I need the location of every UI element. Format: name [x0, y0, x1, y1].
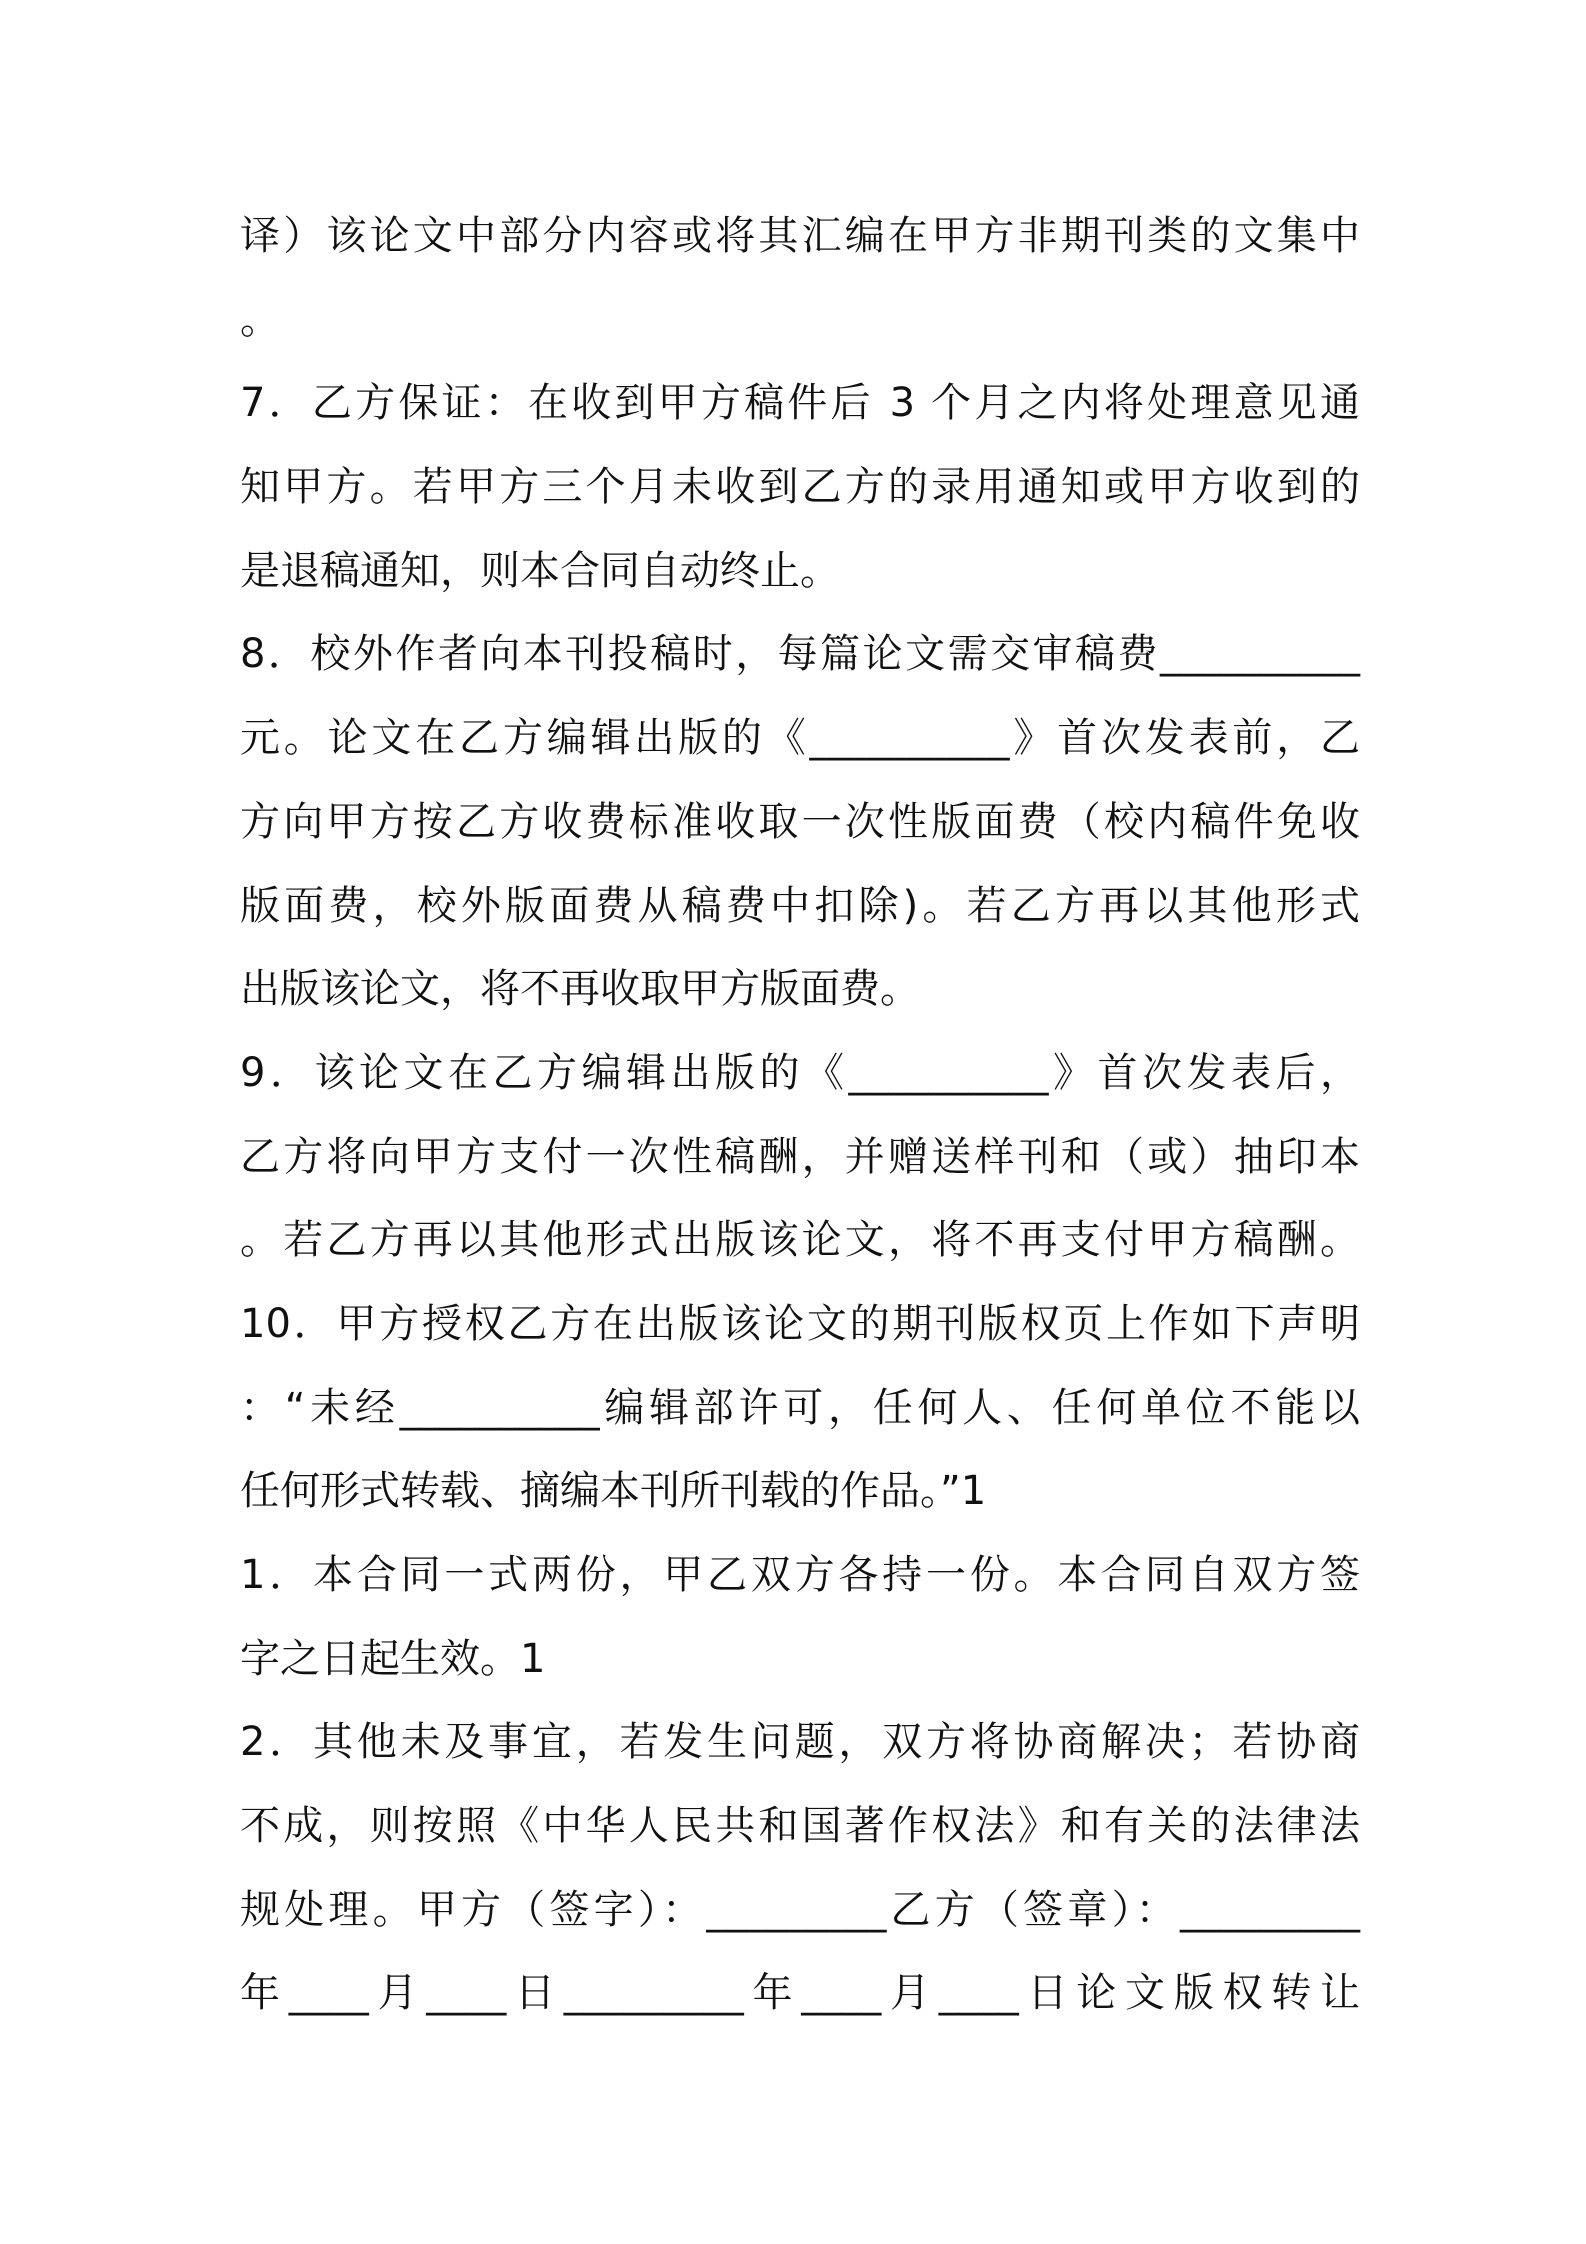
- text-line: 出版该论文，将不再收取甲方版面费。: [240, 966, 920, 1013]
- text-line: 2．其他未及事宜，若发生问题，双方将协商解决；若协商: [240, 1719, 1360, 1766]
- text-line: 不成，则按照《中华人民共和国著作权法》和有关的法律法: [240, 1803, 1360, 1850]
- contract-text: [240, 195, 1360, 2036]
- text-line: 知甲方。若甲方三个月未收到乙方的录用通知或甲方收到的: [240, 464, 1360, 511]
- text-line: 年____月____日_________年____月____日论文版权转让: [240, 1970, 1360, 2017]
- text-line: 。若乙方再以其他形式出版该论文，将不再支付甲方稿酬。: [240, 1217, 1360, 1264]
- text-line: 任何形式转载、摘编本刊所刊载的作品。”1: [240, 1468, 987, 1515]
- text-line: 。: [240, 296, 280, 343]
- text-line: ：“未经__________编辑部许可，任何人、任何单位不能以: [240, 1384, 1360, 1431]
- text-line: 1．本合同一式两份，甲乙双方各持一份。本合同自双方签: [240, 1552, 1360, 1598]
- text-line: 版面费，校外版面费从稿费中扣除)。若乙方再以其他形式: [240, 882, 1360, 929]
- text-line: 字之日起生效。1: [240, 1635, 546, 1682]
- text-line: 9．该论文在乙方编辑出版的《__________》首次发表后，: [240, 1049, 1360, 1096]
- text-line: 方向甲方按乙方收费标准收取一次性版面费（校内稿件免收: [240, 798, 1360, 845]
- text-line: 10．甲方授权乙方在出版该论文的期刊版权页上作如下声明: [240, 1300, 1360, 1347]
- text-line: 7．乙方保证：在收到甲方稿件后 3 个月之内将处理意见通: [240, 380, 1360, 427]
- text-line: 是退稿通知，则本合同自动终止。: [240, 547, 840, 594]
- text-line: 乙方将向甲方支付一次性稿酬，并赠送样刊和（或）抽印本: [240, 1133, 1360, 1180]
- text-line: 8．校外作者向本刊投稿时，每篇论文需交审稿费__________: [240, 631, 1360, 678]
- text-line: 规处理。甲方（签字）：_________乙方（签章）：_________: [240, 1886, 1360, 1933]
- text-line: 译）该论文中部分内容或将其汇编在甲方非期刊类的文集中: [240, 213, 1360, 259]
- text-line: 元。论文在乙方编辑出版的《__________》首次发表前，乙: [240, 715, 1360, 762]
